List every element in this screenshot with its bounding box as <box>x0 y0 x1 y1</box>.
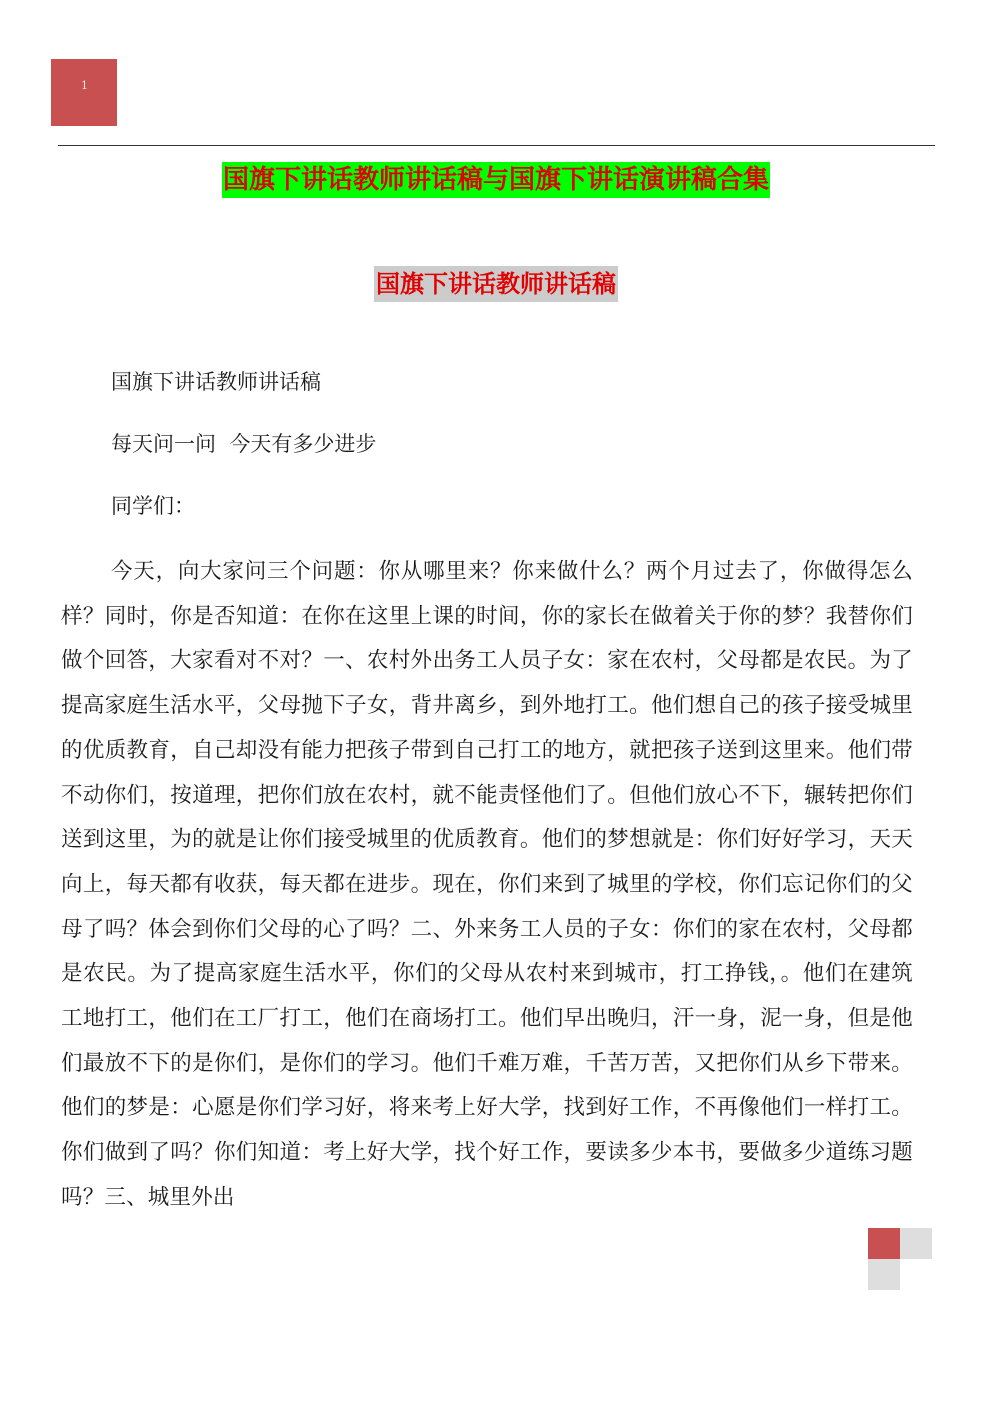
deco-square-gray <box>900 1228 932 1259</box>
corner-decoration <box>868 1228 932 1292</box>
deco-square-red <box>868 1228 900 1259</box>
topic-line: 每天问一问 今天有多少进步 <box>111 432 377 456</box>
section-title: 国旗下讲话教师讲话稿 <box>374 266 618 302</box>
deco-square-gray <box>868 1259 900 1290</box>
header-divider <box>58 145 935 146</box>
subtitle-line: 国旗下讲话教师讲话稿 <box>111 370 321 394</box>
section-title-container <box>0 266 992 302</box>
body-paragraph: 今天，向大家问三个问题：你从哪里来？你来做什么？两个月过去了，你做得怎么样？同时，你是否知道：在你在这里上课的时间，你的家长在做着关于你的梦？我替你们做个回答，大家看对不对？一、农村外出务工人员子女：家在农村，父母都是农民。为了提高家庭生活水平，父母抛下子女，背井离乡，到外地打工。他们想自己的孩子接受城里的优质教育，自己却没有能力把孩子带到自己打工的地方，就把孩子送到这里来。他们带不动你们，按道理，把你们放在农村，就不能责怪他们了。但他们放心不下，辗转把你们送到这里，为的就是让你们接受城里的优质教育。他们的梦想就是：你们好好学习，天天向上，每天都有收获，每天都在进步。现在，你们来到了城里的学校，你们忘记你们的父母了吗？体会到你们父母的心了吗？二、外来务工人员的子女：你们的家在农村，父母都是农民。为了提高家庭生活水平，你们的父母从农村来到城市，打工挣钱，。他们在建筑工地打工，他们在工厂打工，他们在商场打工。他们早出晚归，汗一身，泥一身，但是他们最放不下的是你们，是你们的学习。他们千难万难，千苦万苦，又把你们从乡下带来。他们的梦是：心愿是你们学习好，将来考上好大学，找到好工作，不再像他们一样打工。你们做到了吗？你们知道：考上好大学，找个好工作，要读多少本书，要做多少道练习题吗？三、城里外出 <box>61 559 913 1210</box>
page-number-badge <box>51 59 117 126</box>
document-title-container <box>0 162 992 198</box>
page-number: 1 <box>81 79 88 92</box>
greeting-line: 同学们： <box>111 494 195 518</box>
document-title: 国旗下讲话教师讲话稿与国旗下讲话演讲稿合集 <box>222 162 770 198</box>
